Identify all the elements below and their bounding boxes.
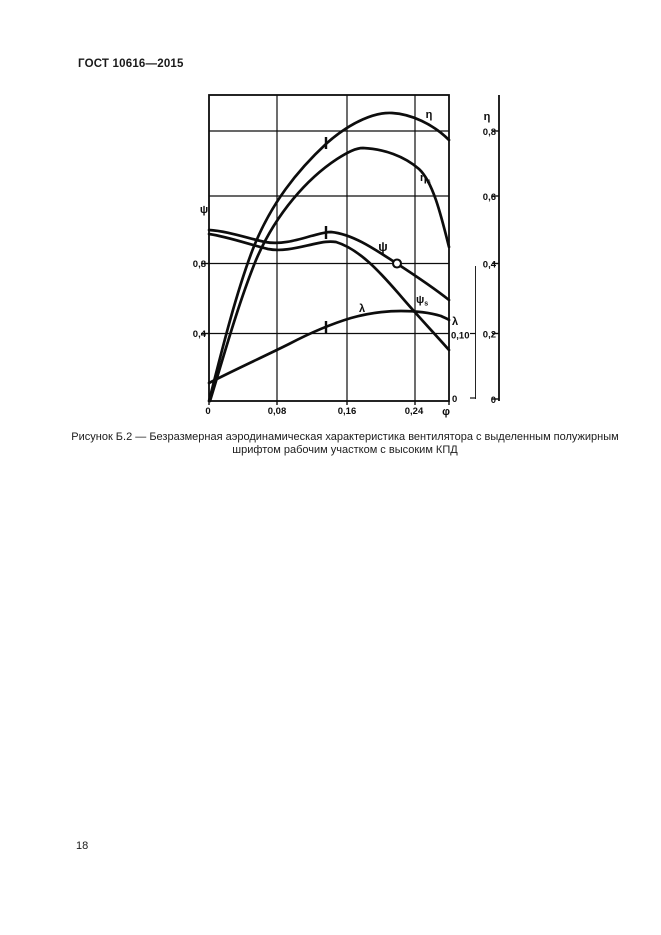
figure-caption-line2: шрифтом рабочим участком с высоким КПД bbox=[232, 444, 458, 456]
axis-ticks bbox=[201, 264, 449, 406]
right-eta-axis bbox=[492, 95, 499, 401]
curve-label-eta: η bbox=[425, 109, 433, 121]
nominal-point-marker bbox=[393, 260, 401, 268]
curve-lambda bbox=[209, 311, 449, 383]
curve-label-psi-s: $\psi_s$ bbox=[416, 294, 429, 308]
x-tick-008: 0,08 bbox=[267, 406, 287, 417]
eta-axis-title: η bbox=[483, 111, 491, 123]
curve-eta bbox=[209, 113, 449, 401]
eta-tick-04: 0,4 bbox=[482, 259, 496, 271]
right-lambda-axis bbox=[470, 266, 476, 399]
page-number: 18 bbox=[76, 840, 89, 852]
left-tick-08: 0,8 bbox=[192, 259, 206, 270]
fan-characteristic-chart bbox=[178, 88, 513, 425]
figure-caption bbox=[55, 431, 635, 457]
left-tick-04: 0,4 bbox=[192, 329, 206, 340]
lambda-tick-010: 0,10 bbox=[451, 330, 470, 342]
curve-label-eta-s: $\eta_s$ bbox=[420, 172, 431, 186]
x-tick-0: 0 bbox=[205, 406, 211, 417]
x-tick-016: 0,16 bbox=[337, 406, 357, 417]
document-header: ГОСТ 10616—2015 bbox=[78, 58, 184, 70]
curve-label-psi-bold: ψ bbox=[378, 240, 388, 254]
eta-tick-08: 0,8 bbox=[482, 127, 496, 138]
eta-tick-0: 0 bbox=[490, 395, 496, 406]
curves bbox=[209, 113, 449, 401]
x-axis-title: φ bbox=[442, 406, 450, 418]
eta-tick-02: 0,2 bbox=[482, 329, 496, 341]
lambda-tick-0: 0 bbox=[452, 394, 458, 405]
curve-label-lambda: λ bbox=[358, 303, 366, 315]
figure-caption-line1: Рисунок Б.2 — Безразмерная аэродинамическая характеристика вентилятора с выделенным полужирным bbox=[71, 431, 619, 443]
lambda-axis-title: λ bbox=[452, 316, 459, 328]
left-axis-title: ψ bbox=[199, 204, 209, 216]
x-tick-024: 0,24 bbox=[404, 406, 424, 417]
eta-tick-06: 0,6 bbox=[482, 192, 496, 203]
